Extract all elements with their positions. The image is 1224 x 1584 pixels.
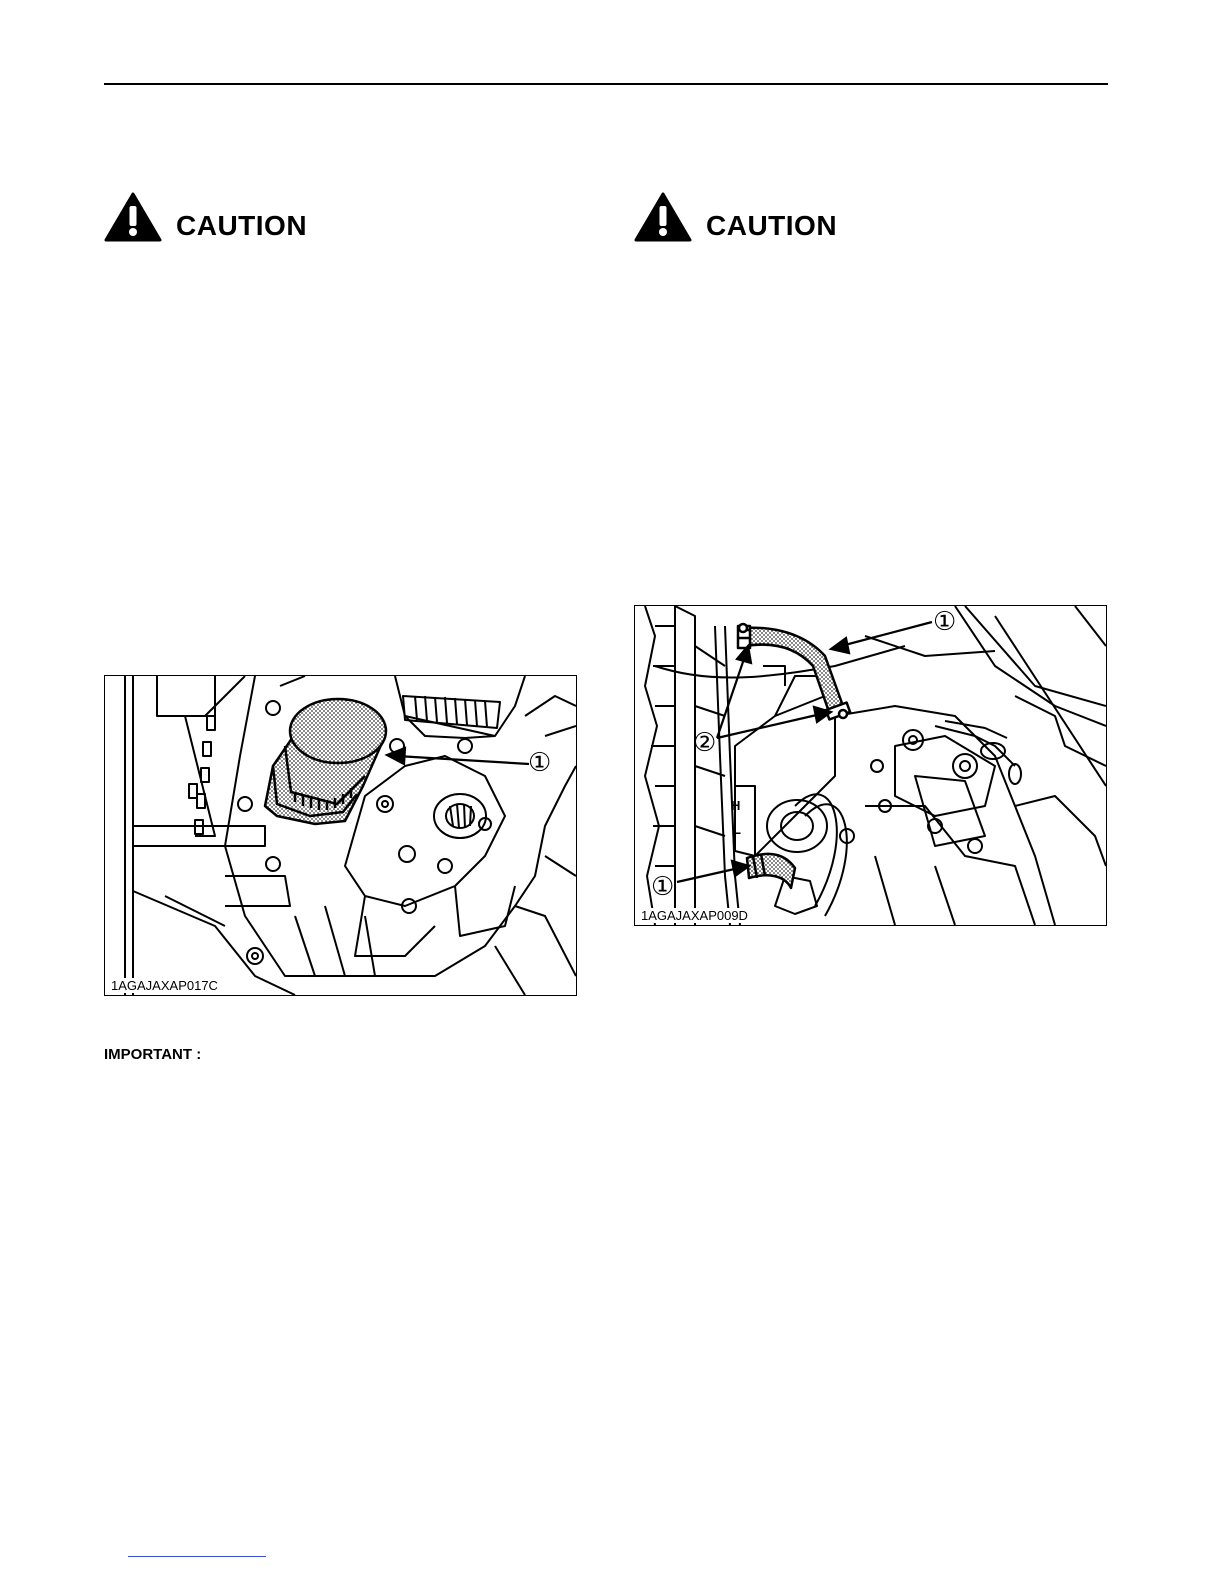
figure-code: 1AGAJAXAP017C [111, 978, 218, 993]
svg-text:L: L [733, 822, 741, 837]
caution-heading-left [104, 192, 364, 244]
important-label: IMPORTANT : [104, 1046, 202, 1063]
radiator-hose-figure [634, 605, 1107, 926]
footer-link-underline[interactable] [128, 1556, 266, 1557]
caution-heading-right [634, 192, 894, 244]
callout-lower-hose: ① [651, 872, 675, 902]
oil-filter-illustration [105, 676, 576, 995]
svg-text:H: H [731, 798, 741, 813]
header-rule [104, 83, 1108, 85]
radiator-hose-illustration [635, 606, 1106, 925]
figure-code: 1AGAJAXAP009D [641, 908, 748, 923]
warning-triangle-icon [634, 192, 692, 242]
callout-upper-hose: ① [933, 607, 957, 637]
caution-label: CAUTION [176, 210, 308, 241]
oil-filter-figure [104, 675, 577, 996]
caution-label: CAUTION [706, 210, 838, 241]
warning-triangle-icon [104, 192, 162, 242]
callout-1: ① [528, 748, 552, 778]
callout-hose-clamps: ② [693, 728, 717, 758]
